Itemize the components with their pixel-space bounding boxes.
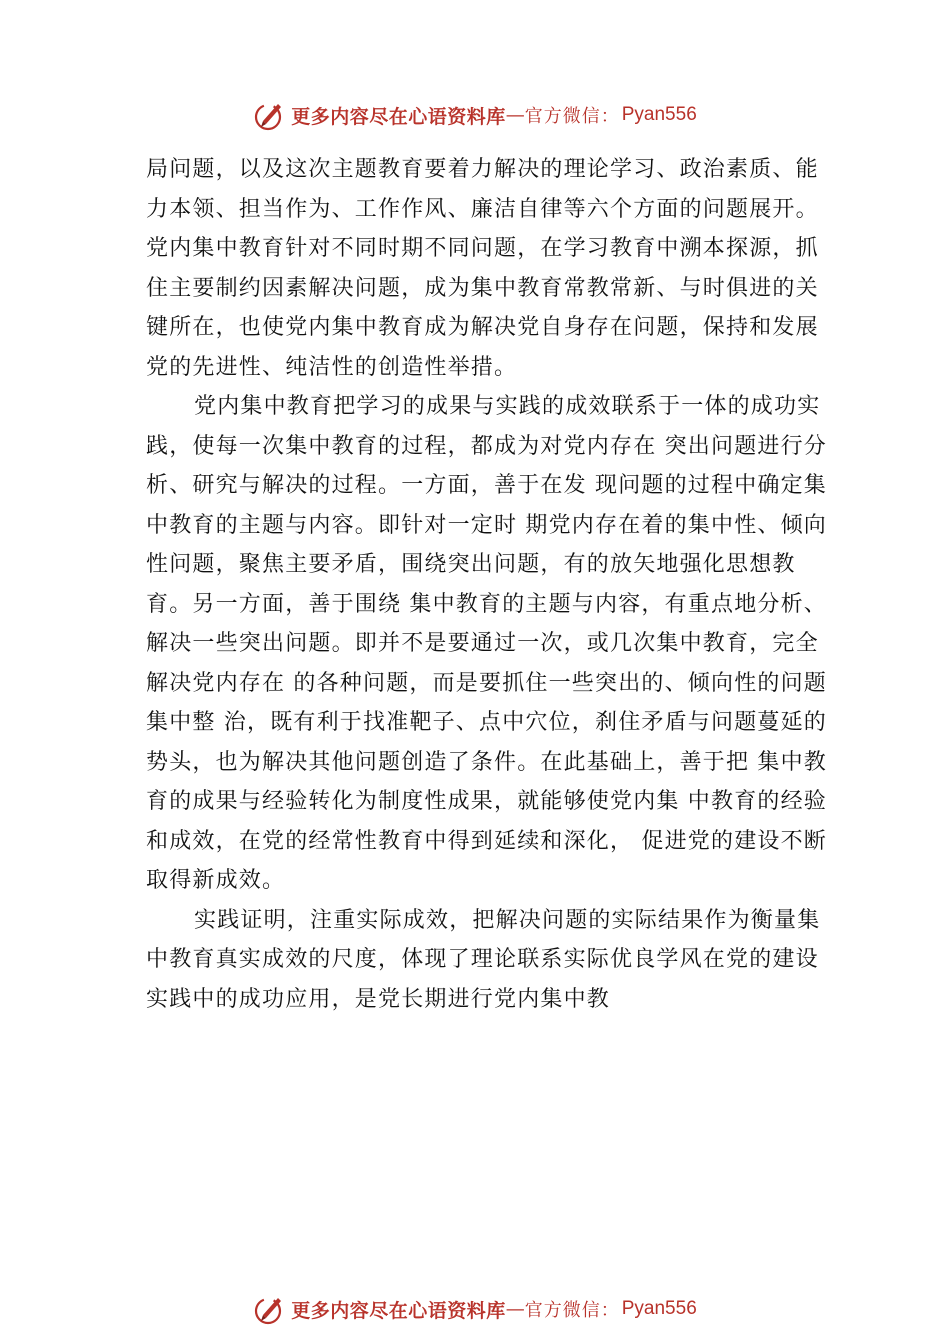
footer-banner	[0, 1289, 950, 1329]
paragraph-3: 实践证明，注重实际成效，把解决问题的实际结果作为衡量集中教育真实成效的尺度，体现了理论联系实际优良学风在党的建设实践中的成功应用，是党长期进行党内集中教	[146, 907, 821, 1012]
paragraph-1: 局问题，以及这次主题教育要着力解决的理论学习、政治素质、能力本领、担当作为、工作作风、廉洁自律等六个方面的问题展开。党内集中教育针对不同时期不同问题，在学习教育中溯本探源，抓住主要制约因素解决问题，成为集中教育常教常新、与时俱进的关键所在，也使党内集中教育成为解决党自身存在问题，保持和发展党的先进性、纯洁性的创造性举措。	[146, 157, 819, 380]
header-wechat-handle: Pyan556	[621, 104, 697, 125]
footer-wechat-label: 官方微信：	[524, 1300, 620, 1321]
header-banner	[0, 95, 950, 135]
paragraph-2: 党内集中教育把学习的成果与实践的成效联系于一体的成功实践，使每一次集中教育的过程，都成为对党内存在 突出问题进行分析、研究与解决的过程。一方面，善于在发 现问题的过程中确定集中教育的主题与内容。即针对一定时 期党内存在着的集中性、倾向性问题，聚焦主要矛盾，围绕突出问题，有的放矢地强化思想教育。另一方面，善于围绕 集中教育的主题与内容，有重点地分析、解决一些突出问题。即并不是要通过一次，或几次集中教育，完全解决党内存在 的各种问题，而是要抓住一些突出的、倾向性的问题集中整 治，既有利于找准靶子、点中穴位，刹住矛盾与问题蔓延的 势头，也为解决其他问题创造了条件。在此基础上，善于把 集中教育的成果与经验转化为制度性成果，就能够使党内集 中教育的经验和成效，在党的经常性教育中得到延续和深化， 促进党的建设不断取得新成效。	[146, 394, 827, 893]
footer-title: 更多内容尽在心语资料库	[291, 1299, 506, 1322]
brush-pen-logo-icon	[253, 1292, 287, 1326]
footer-dash: —	[505, 1298, 525, 1320]
footer-wechat-handle: Pyan556	[621, 1298, 697, 1319]
header-dash: —	[505, 104, 525, 126]
brush-pen-logo-icon	[253, 98, 287, 132]
header-title: 更多内容尽在心语资料库	[291, 105, 506, 128]
header-wechat-label: 官方微信：	[524, 106, 620, 127]
document-body	[146, 150, 836, 1019]
